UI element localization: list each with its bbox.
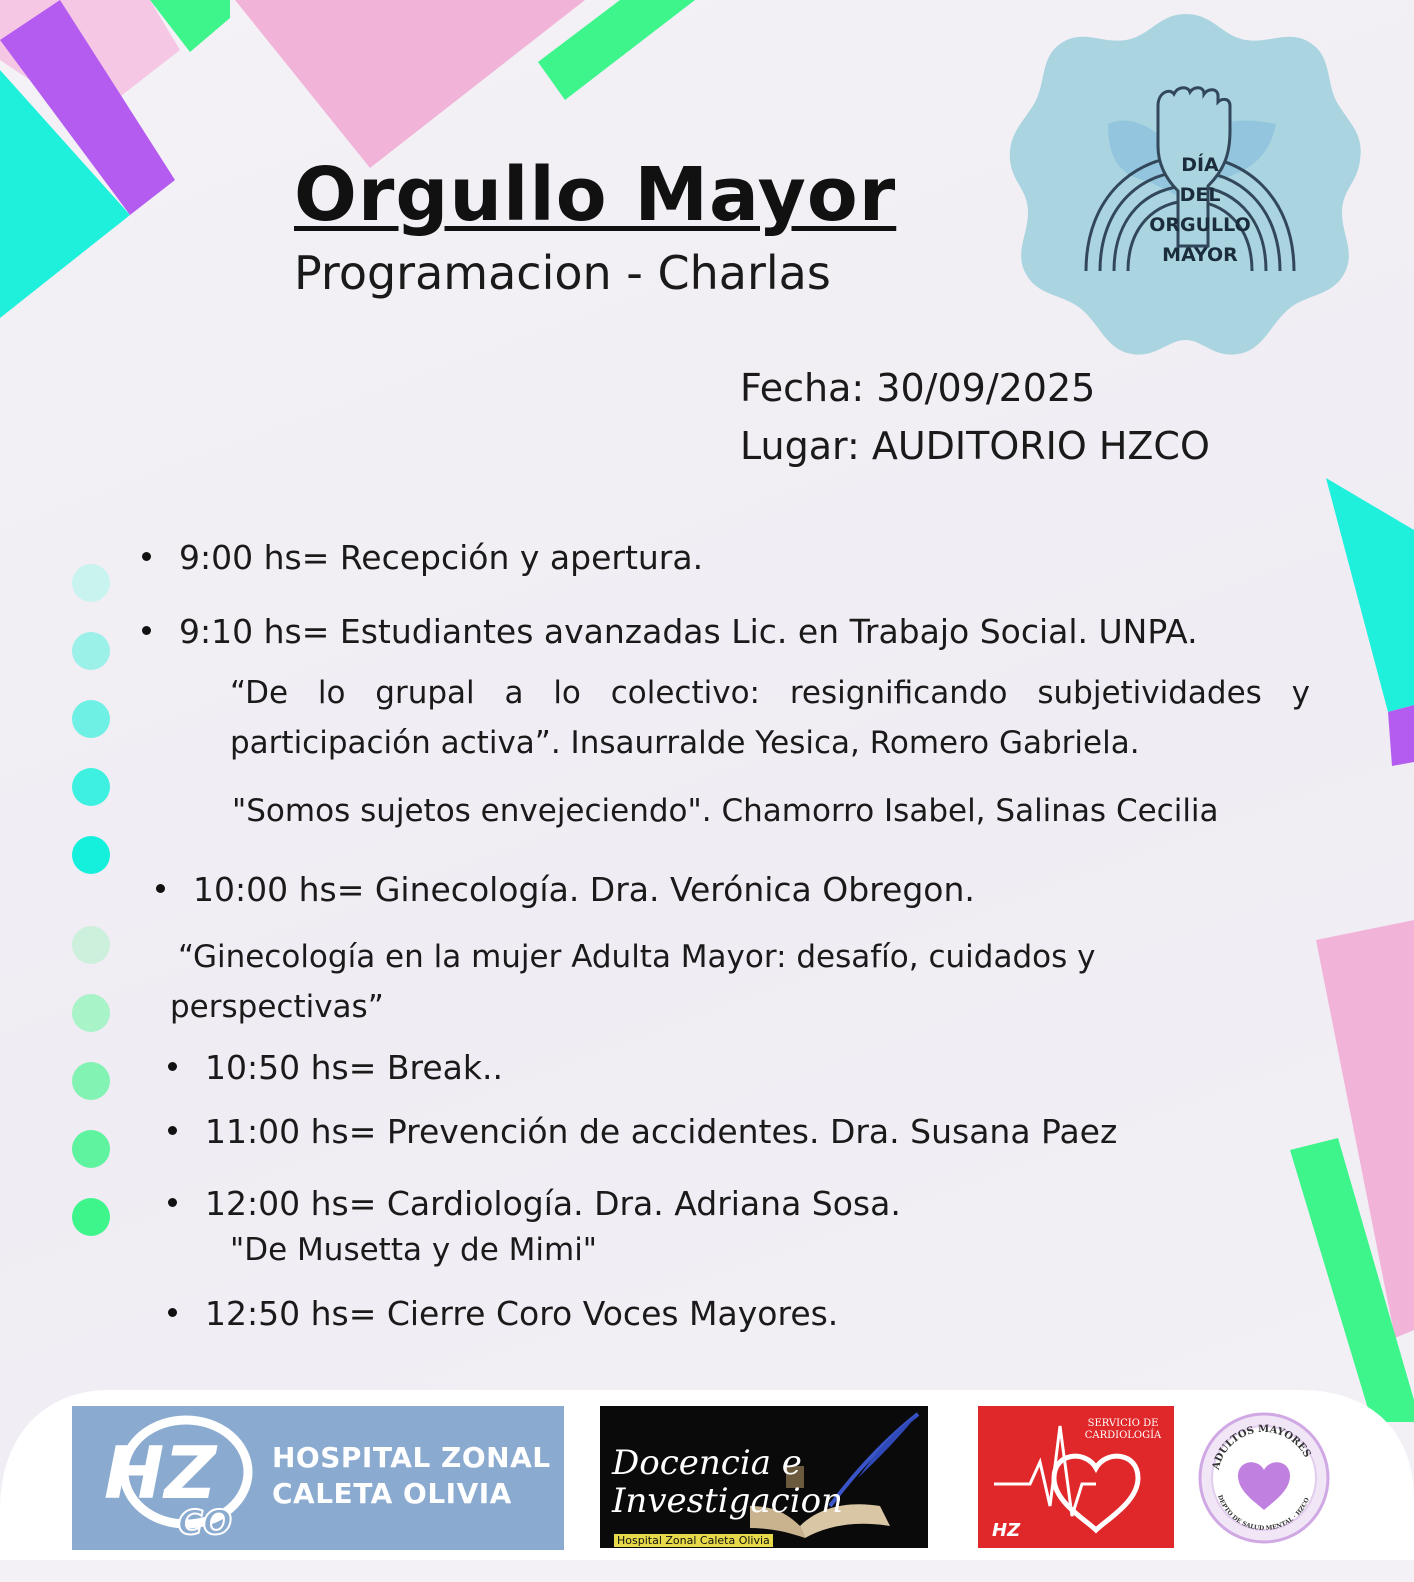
hospital-name-line-1: HOSPITAL ZONAL [272, 1441, 551, 1474]
docencia-investigacion-logo [600, 1406, 928, 1548]
schedule-item-text: 12:50 hs= Cierre Coro Voces Mayores. [205, 1294, 839, 1333]
dot [72, 994, 110, 1032]
bullet [142, 626, 151, 635]
adultos-bottom-text: DEPTO DE SALUD MENTAL · HZCO [1216, 1494, 1311, 1533]
schedule-item-7 [168, 1294, 838, 1333]
small-hz-mark: HZ [992, 1520, 1021, 1541]
schedule-item-text: 10:00 hs= Ginecología. Dra. Verónica Obregon. [193, 870, 975, 909]
talk-quote-2a: “De lo grupal a lo colectivo: resignificando subjetividades y participación activa”. Insaurralde Yesica, Romero Gabriela. [230, 675, 1310, 761]
cardiologia-logo [978, 1406, 1174, 1548]
purple-shape-right [1388, 705, 1414, 766]
docencia-line-1: Docencia e [612, 1443, 802, 1483]
schedule-item-5 [168, 1112, 1117, 1151]
bullet [168, 1126, 177, 1135]
adultos-top-text: ADULTOS MAYORES [1210, 1423, 1313, 1471]
dot [72, 1130, 110, 1168]
page-subtitle: Programacion - Charlas [294, 246, 831, 300]
schedule-item-4 [168, 1048, 503, 1087]
schedule-item-text: 9:00 hs= Recepción y apertura. [179, 538, 704, 577]
schedule-item-text: 9:10 hs= Estudiantes avanzadas Lic. en Trabajo Social. UNPA. [179, 612, 1198, 651]
cardiologia-line-2: CARDIOLOGÍA [1084, 1430, 1162, 1441]
schedule-item-3 [156, 870, 975, 909]
badge-line-1: DÍA [1181, 154, 1219, 176]
pink-triangle-top [235, 0, 585, 168]
docencia-title [612, 1444, 843, 1520]
cyan-shape-right [1326, 478, 1414, 712]
bullet [168, 1198, 177, 1207]
hzco-emblem-letters: HZ [104, 1431, 217, 1515]
dot [72, 564, 110, 602]
dot [72, 926, 110, 964]
schedule-item-6 [168, 1184, 901, 1223]
hzco-emblem-co: CO [178, 1503, 232, 1543]
badge-line-3: ORGULLO [1149, 214, 1251, 236]
bullet [168, 1308, 177, 1317]
hospital-name [272, 1440, 551, 1512]
dot [72, 1062, 110, 1100]
event-date: Fecha: 30/09/2025 [740, 366, 1096, 410]
page-title: Orgullo Mayor [294, 152, 897, 238]
talk-quote-3: “Ginecología en la mujer Adulta Mayor: desafío, cuidados y perspectivas” [170, 939, 1096, 1025]
schedule-item-text: 10:50 hs= Break.. [205, 1048, 503, 1087]
event-location: Lugar: AUDITORIO HZCO [740, 424, 1210, 468]
hospital-zonal-logo [72, 1406, 564, 1550]
bullet [168, 1062, 177, 1071]
bullet [156, 884, 165, 893]
dot [72, 768, 110, 806]
dot [72, 1198, 110, 1236]
dot [72, 836, 110, 874]
schedule-item-text: 12:00 hs= Cardiología. Dra. Adriana Sosa. [205, 1184, 901, 1223]
schedule-item-text: 11:00 hs= Prevención de accidentes. Dra. Susana Paez [205, 1112, 1118, 1151]
docencia-line-2: Investigacion [612, 1481, 843, 1521]
cardiologia-label [1078, 1418, 1168, 1442]
talk-quote-2b: "Somos sujetos envejeciendo". Chamorro Isabel, Salinas Cecilia [232, 793, 1219, 829]
badge-text [1100, 150, 1300, 270]
bullet [142, 552, 151, 561]
footer-bottom-strip [0, 1560, 1414, 1582]
talk-quote-6: "De Musetta y de Mimi" [230, 1232, 598, 1268]
schedule-item-1 [142, 538, 703, 577]
hzco-emblem-icon [86, 1406, 266, 1550]
dot [72, 632, 110, 670]
badge-line-2: DEL [1179, 184, 1221, 206]
docencia-note: Hospital Zonal Caleta Olivia [614, 1534, 773, 1547]
adultos-mayores-logo [1196, 1410, 1332, 1546]
cardiologia-line-1: SERVICIO DE [1087, 1418, 1159, 1429]
dot [72, 700, 110, 738]
schedule-item-2 [142, 612, 1198, 651]
badge-line-4: MAYOR [1162, 244, 1238, 266]
hospital-name-line-2: CALETA OLIVIA [272, 1477, 512, 1510]
